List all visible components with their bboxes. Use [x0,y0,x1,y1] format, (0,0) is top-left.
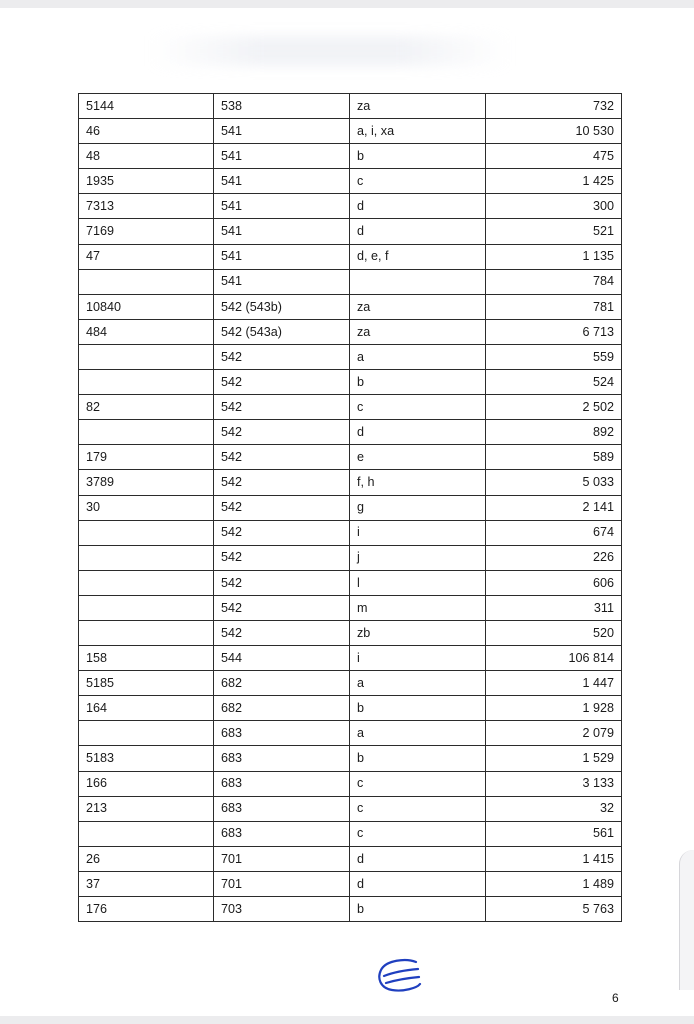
table-row [79,721,622,746]
table-cell: d [350,871,486,896]
table-cell: b [350,144,486,169]
table-cell [79,570,214,595]
page-number: 6 [612,991,619,1005]
table-row [79,319,622,344]
table-cell [79,420,214,445]
table-cell: 1 425 [486,169,622,194]
table-cell: 542 [214,620,350,645]
table-cell: 542 [214,595,350,620]
table-cell: 541 [214,119,350,144]
table-cell: 300 [486,194,622,219]
table-cell: 5 033 [486,470,622,495]
table-cell [79,821,214,846]
table-cell: m [350,595,486,620]
table-cell [79,269,214,294]
table-cell: 6 713 [486,319,622,344]
table-cell: 2 079 [486,721,622,746]
table-row [79,445,622,470]
records-table-body [79,94,622,922]
table-cell: 10 530 [486,119,622,144]
table-cell: d [350,846,486,871]
table-cell: 5144 [79,94,214,119]
table-cell: 1 928 [486,696,622,721]
table-cell: d, e, f [350,244,486,269]
table-cell: 561 [486,821,622,846]
table-row [79,846,622,871]
table-cell: 683 [214,746,350,771]
table-cell: 1935 [79,169,214,194]
table-cell: 1 447 [486,671,622,696]
table-row [79,495,622,520]
table-cell [79,595,214,620]
table-cell: 5183 [79,746,214,771]
table-cell: 541 [214,169,350,194]
table-cell: 82 [79,395,214,420]
table-cell: 542 [214,570,350,595]
table-row [79,144,622,169]
table-cell: 542 [214,370,350,395]
handwritten-signature [372,956,426,996]
table-cell: 311 [486,595,622,620]
table-cell: 7313 [79,194,214,219]
table-cell: 542 [214,344,350,369]
table-cell: 683 [214,771,350,796]
table-cell: 589 [486,445,622,470]
table-row [79,294,622,319]
table-cell: za [350,319,486,344]
table-row [79,520,622,545]
table-row [79,370,622,395]
table-cell: 5185 [79,671,214,696]
table-cell [79,620,214,645]
table-cell: 781 [486,294,622,319]
table-row [79,420,622,445]
table-cell: 538 [214,94,350,119]
table-row [79,395,622,420]
table-row [79,771,622,796]
table-row [79,570,622,595]
table-cell: 1 489 [486,871,622,896]
table-cell: 674 [486,520,622,545]
show-through-bleed [150,36,510,66]
table-cell: c [350,796,486,821]
table-cell: 701 [214,871,350,896]
table-cell: 2 502 [486,395,622,420]
table-cell: d [350,219,486,244]
table-row [79,344,622,369]
table-row [79,545,622,570]
table-cell: 542 (543a) [214,319,350,344]
table-cell: l [350,570,486,595]
table-cell: 542 [214,495,350,520]
table-row [79,595,622,620]
table-cell [79,344,214,369]
table-row [79,871,622,896]
table-cell: 892 [486,420,622,445]
table-cell: b [350,696,486,721]
table-cell: 47 [79,244,214,269]
table-cell: 226 [486,545,622,570]
table-cell [350,269,486,294]
table-cell: 541 [214,269,350,294]
table-cell: a, i, xa [350,119,486,144]
table-cell: i [350,520,486,545]
table-cell [79,520,214,545]
table-row [79,696,622,721]
table-cell: 521 [486,219,622,244]
table-row [79,671,622,696]
table-cell: 26 [79,846,214,871]
signature-stroke [379,960,420,990]
table-cell: 2 141 [486,495,622,520]
table-cell: 703 [214,897,350,922]
table-cell: 1 415 [486,846,622,871]
table-cell: 682 [214,696,350,721]
table-cell: 784 [486,269,622,294]
table-cell: 48 [79,144,214,169]
table-cell: g [350,495,486,520]
table-cell: 682 [214,671,350,696]
table-cell: 7169 [79,219,214,244]
table-cell: 5 763 [486,897,622,922]
table-cell: 158 [79,646,214,671]
table-cell: 732 [486,94,622,119]
table-cell: 520 [486,620,622,645]
table-row [79,169,622,194]
table-cell: 164 [79,696,214,721]
table-cell: 544 [214,646,350,671]
table-cell: b [350,897,486,922]
table-cell: 106 814 [486,646,622,671]
table-cell: 541 [214,194,350,219]
table-cell: 542 [214,520,350,545]
table-cell: f, h [350,470,486,495]
table-cell: 541 [214,244,350,269]
table-cell: zb [350,620,486,645]
table-cell: 213 [79,796,214,821]
table-row [79,470,622,495]
table-cell: 46 [79,119,214,144]
table-row [79,821,622,846]
table-row [79,119,622,144]
document-page [0,8,694,1016]
table-cell: 542 [214,545,350,570]
table-row [79,746,622,771]
table-cell: za [350,294,486,319]
records-table [78,93,622,922]
table-cell: 542 [214,470,350,495]
table-row [79,219,622,244]
table-cell: 606 [486,570,622,595]
table-cell: 542 [214,395,350,420]
table-cell: e [350,445,486,470]
table-row [79,269,622,294]
table-cell: 542 [214,420,350,445]
table-cell: 683 [214,796,350,821]
table-cell: 542 (543b) [214,294,350,319]
table-cell: 32 [486,796,622,821]
table-cell: c [350,821,486,846]
table-row [79,646,622,671]
table-cell: 475 [486,144,622,169]
table-cell [79,545,214,570]
table-cell: d [350,420,486,445]
table-cell: 541 [214,144,350,169]
table-row [79,897,622,922]
table-cell: 683 [214,821,350,846]
table-cell: 30 [79,495,214,520]
table-cell: a [350,721,486,746]
table-cell: 559 [486,344,622,369]
table-cell: 10840 [79,294,214,319]
table-cell: d [350,194,486,219]
table-cell: 683 [214,721,350,746]
table-cell: c [350,169,486,194]
table-cell [79,370,214,395]
page-edge-curl [679,850,694,990]
table-row [79,194,622,219]
table-cell: b [350,370,486,395]
table-cell: 3789 [79,470,214,495]
table-cell: 541 [214,219,350,244]
table-cell: a [350,671,486,696]
table-row [79,94,622,119]
table-cell: 37 [79,871,214,896]
table-cell [79,721,214,746]
table-row [79,244,622,269]
table-cell: 484 [79,319,214,344]
table-cell: j [350,545,486,570]
table-cell: c [350,395,486,420]
table-cell: 179 [79,445,214,470]
table-cell: i [350,646,486,671]
table-cell: 176 [79,897,214,922]
table-cell: za [350,94,486,119]
table-cell: 542 [214,445,350,470]
table-cell: c [350,771,486,796]
table-cell: a [350,344,486,369]
table-row [79,796,622,821]
table-cell: 701 [214,846,350,871]
table-cell: 3 133 [486,771,622,796]
table-row [79,620,622,645]
table-cell: 524 [486,370,622,395]
table-cell: 1 135 [486,244,622,269]
table-cell: 1 529 [486,746,622,771]
table-cell: b [350,746,486,771]
table-cell: 166 [79,771,214,796]
